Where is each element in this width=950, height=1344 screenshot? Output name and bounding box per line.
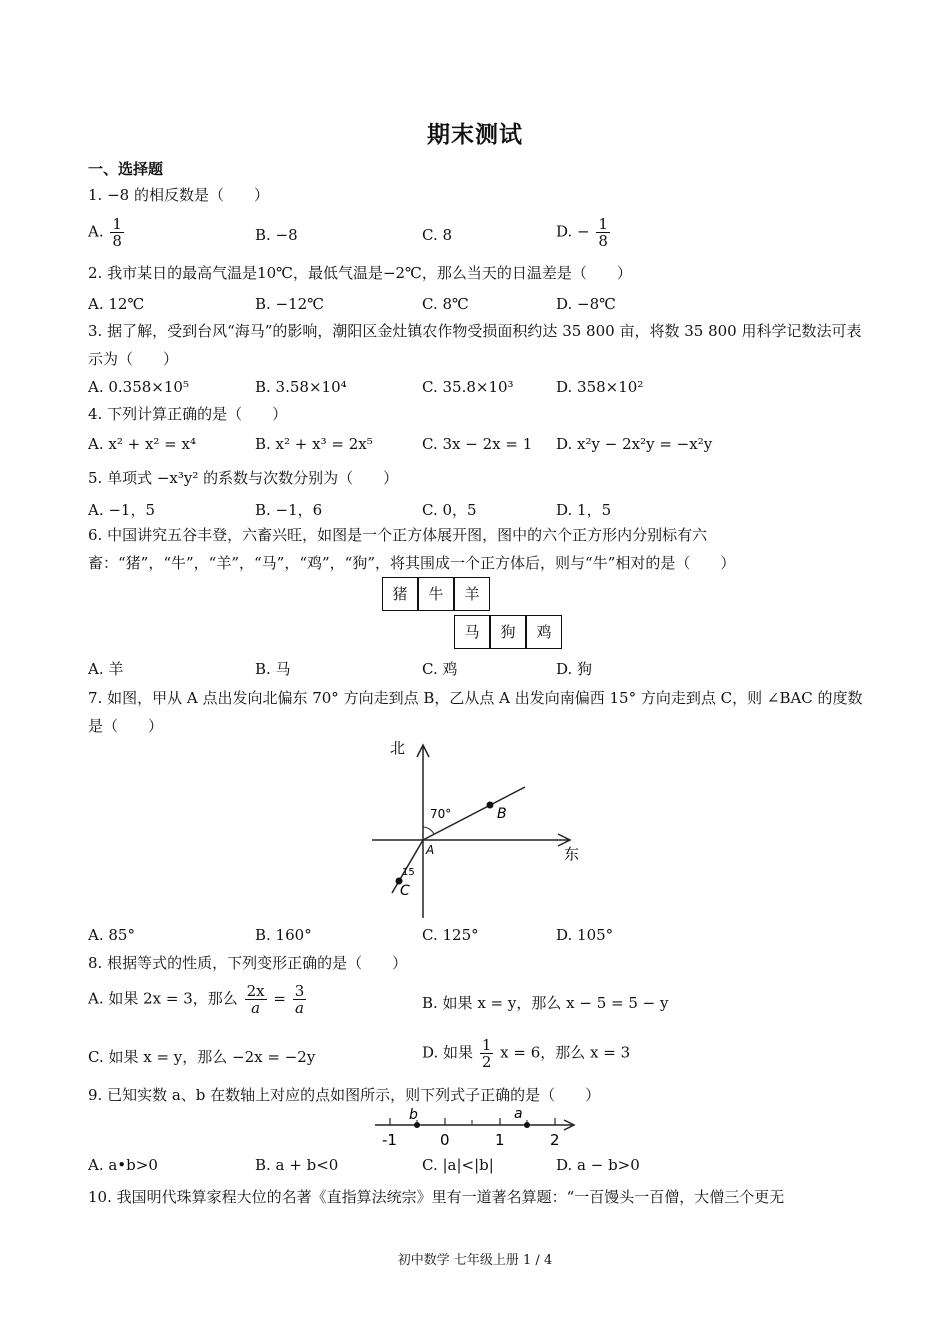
cube-face: 马 [454, 615, 490, 649]
q1-option-c: C. 8 [422, 226, 453, 244]
north-label: 北 [390, 739, 406, 757]
q5-option-c: C. 0，5 [422, 501, 477, 519]
q8-option-b: B. 如果 x = y，那么 x − 5 = 5 − y [422, 994, 669, 1012]
q6-option-a: A. 羊 [88, 660, 124, 678]
angle-15-label: 15 [402, 867, 415, 878]
cube-face: 牛 [418, 577, 454, 611]
cube-face: 羊 [454, 577, 490, 611]
q1-option-b: B. −8 [255, 226, 298, 244]
q2-option-a: A. 12℃ [88, 295, 145, 313]
q2-option-b: B. −12℃ [255, 295, 324, 313]
q9-option-b: B. a + b<0 [255, 1156, 339, 1174]
q9-option-d: D. a − b>0 [556, 1156, 640, 1174]
angle-70-label: 70° [430, 807, 452, 821]
point-b [487, 802, 494, 809]
q2-option-d: D. −8℃ [556, 295, 616, 313]
question-8-stem: 8. 根据等式的性质，下列变形正确的是（ ） [88, 954, 408, 972]
q5-option-a: A. −1，5 [88, 501, 156, 519]
q7-option-b: B. 160° [255, 926, 312, 944]
question-5-stem: 5. 单项式 −x³y² 的系数与次数分别为（ ） [88, 469, 399, 487]
q6-option-b: B. 马 [255, 660, 291, 678]
question-6-stem: 6. 中国讲究五谷丰登，六畜兴旺，如图是一个正方体展开图，图中的六个正方形内分别标有六畜：“猪”，“牛”，“羊”，“马”，“鸡”，“狗”，将其围成一个正方体后，则与“牛”相对的是（ ） [88, 526, 736, 572]
page-title: 期末测试 [427, 121, 523, 148]
q6-option-c: C. 鸡 [422, 660, 458, 678]
q5-option-b: B. −1，6 [255, 501, 323, 519]
label-a: A [426, 843, 435, 857]
question-2-stem: 2. 我市某日的最高气温是10℃，最低气温是−2℃，那么当天的日温差是（ ） [88, 264, 632, 282]
label-b: B [497, 806, 507, 822]
q2-option-c: C. 8℃ [422, 295, 469, 313]
cube-face: 猪 [382, 577, 418, 611]
question-10-stem: 10. 我国明代珠算家程大位的名著《直指算法统宗》里有一道著名算题：“一百馒头一百僧，大僧三个更无 [88, 1188, 785, 1206]
q3-option-c: C. 35.8×10³ [422, 378, 514, 396]
tick-label: 2 [550, 1131, 560, 1149]
q8-option-a: A. 如果 2x = 3，那么 $\frac{2x}{a}$ = $\frac{3}{a}$ [88, 982, 305, 1017]
q4-option-b: B. x² + x³ = 2x⁵ [255, 435, 373, 453]
page-footer: 初中数学 七年级上册 1 / 4 [397, 1253, 553, 1268]
direction-angle-figure [360, 735, 590, 920]
cube-face: 狗 [490, 615, 526, 649]
fraction: $\frac{1}{8}$ [112, 215, 122, 250]
q8-option-c: C. 如果 x = y，那么 −2x = −2y [88, 1048, 316, 1066]
q7-option-d: D. 105° [556, 926, 614, 944]
question-3-stem: 3. 据了解，受到台风“海马”的影响，潮阳区金灶镇农作物受损面积约达 35 800 亩，将数 35 800 用科学记数法可表示为（ ） [88, 322, 862, 368]
cube-face: 鸡 [526, 615, 562, 649]
tick-label: 0 [440, 1131, 450, 1149]
question-1-stem: 1. −8 的相反数是（ ） [88, 186, 269, 204]
q4-option-d: D. x²y − 2x²y = −x²y [556, 435, 713, 453]
question-9-stem: 9. 已知实数 a、b 在数轴上对应的点如图所示，则下列式子正确的是（ ） [88, 1086, 601, 1104]
q6-option-d: D. 狗 [556, 660, 593, 678]
q1-option-a: A. $\frac{1}{8}$ [88, 215, 122, 250]
q9-option-a: A. a•b>0 [88, 1156, 158, 1174]
angle-70-arc [423, 827, 434, 834]
q5-option-d: D. 1，5 [556, 501, 612, 519]
point-a [524, 1122, 530, 1128]
east-label: 东 [564, 845, 580, 863]
fraction: $\frac{2x}{a}$ [246, 982, 265, 1017]
q3-option-d: D. 358×10² [556, 378, 644, 396]
label-a: a [514, 1106, 523, 1122]
q7-option-c: C. 125° [422, 926, 479, 944]
number-line-figure [370, 1105, 585, 1153]
label-b: b [409, 1107, 418, 1123]
tick-label: -1 [382, 1131, 397, 1149]
fraction: $\frac{3}{a}$ [294, 982, 305, 1017]
q7-option-a: A. 85° [88, 926, 135, 944]
q3-option-a: A. 0.358×10⁵ [88, 378, 189, 396]
q9-option-c: C. |a|<|b| [422, 1156, 494, 1174]
fraction: $\frac{1}{8}$ [598, 215, 608, 250]
label-c: C [400, 883, 410, 899]
q4-option-a: A. x² + x² = x⁴ [88, 435, 196, 453]
q1-option-d: D. − $\frac{1}{8}$ [556, 215, 608, 250]
tick-label: 1 [495, 1131, 505, 1149]
question-7-stem: 7. 如图，甲从 A 点出发向北偏东 70° 方向走到点 B，乙从点 A 出发向南偏西 15° 方向走到点 C，则 ∠BAC 的度数是（ ） [88, 689, 863, 735]
q4-option-c: C. 3x − 2x = 1 [422, 435, 533, 453]
q3-option-b: B. 3.58×10⁴ [255, 378, 347, 396]
section-heading: 一、选择题 [88, 160, 164, 178]
question-4-stem: 4. 下列计算正确的是（ ） [88, 405, 288, 423]
fraction: $\frac{1}{2}$ [481, 1036, 492, 1071]
q8-option-d: D. 如果 $\frac{1}{2}$ x = 6，那么 x = 3 [422, 1036, 631, 1071]
